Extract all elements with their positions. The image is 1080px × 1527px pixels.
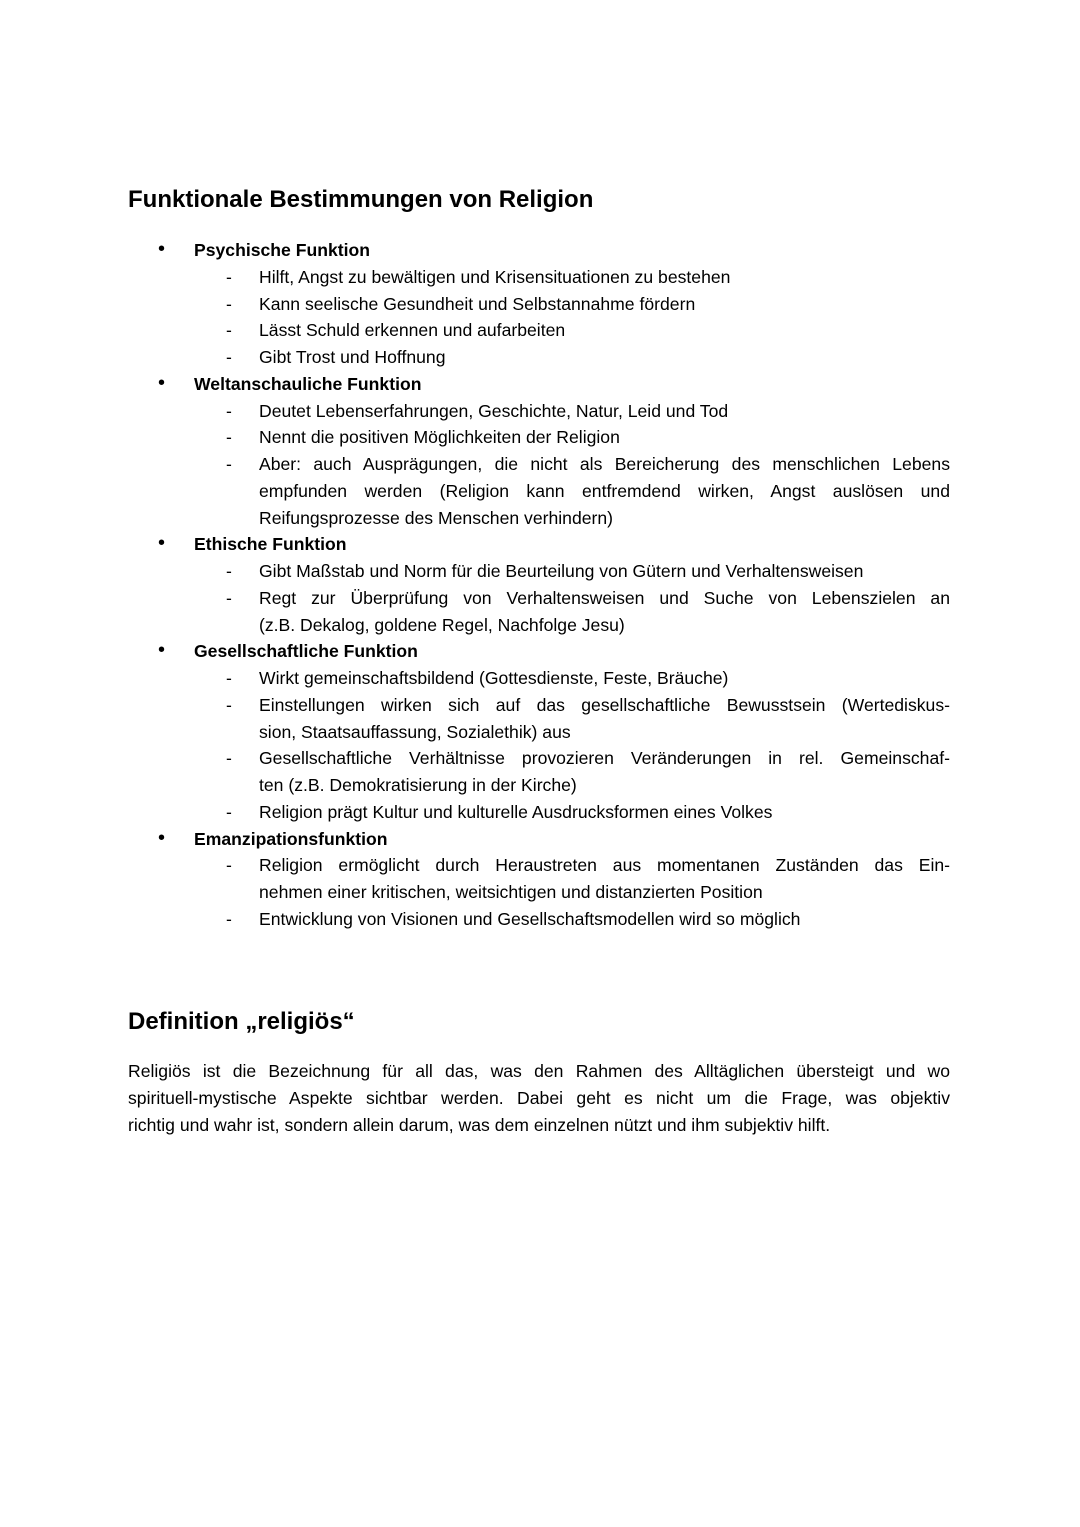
list-item-line: Religion prägt Kultur und kulturelle Ausdrucksformen eines Volkes bbox=[259, 801, 773, 822]
list-item-line: sion, Staatsauffassung, Sozialethik) aus bbox=[259, 721, 571, 742]
list-item-line: Deutet Lebenserfahrungen, Geschichte, Natur, Leid und Tod bbox=[259, 400, 729, 421]
paragraph-line: Religiös ist die Bezeichnung für all das, was den Rahmen des Alltäglichen übersteigt und wo bbox=[128, 1061, 950, 1081]
dash-icon: - bbox=[226, 454, 232, 474]
function-label: Emanzipationsfunktion bbox=[194, 828, 388, 849]
function-label: Psychische Funktion bbox=[194, 240, 370, 260]
list-item-line: Lässt Schuld erkennen und aufarbeiten bbox=[259, 320, 566, 341]
list-item-line: Hilft, Angst zu bewältigen und Krisensituationen zu bestehen bbox=[259, 266, 731, 287]
list-item-line: Wirkt gemeinschaftsbildend (Gottesdienste, Feste, Bräuche) bbox=[259, 668, 729, 688]
list-item-line: Reifungsprozesse des Menschen verhindern) bbox=[259, 507, 614, 528]
list-item-line: nehmen einer kritischen, weitsichtigen und distanzierten Position bbox=[259, 882, 763, 902]
dash-icon: - bbox=[226, 427, 232, 448]
list-item-line: Gibt Trost und Hoffnung bbox=[259, 347, 446, 367]
list-item-line: Religion ermöglicht durch Heraustreten aus momentanen Zuständen das Ein- bbox=[259, 855, 950, 876]
list-item-line: empfunden werden (Religion kann entfremdend wirken, Angst auslösen und bbox=[259, 480, 950, 501]
list-item-line: Regt zur Überprüfung von Verhaltensweisen und Suche von Lebenszielen an bbox=[259, 587, 950, 608]
dash-icon: - bbox=[226, 668, 232, 688]
bullet-icon: • bbox=[158, 826, 166, 849]
dash-icon: - bbox=[226, 266, 232, 287]
dash-icon: - bbox=[226, 561, 232, 581]
bullet-icon: • bbox=[158, 639, 166, 662]
dash-icon: - bbox=[226, 801, 232, 822]
dash-icon: - bbox=[226, 748, 232, 769]
dash-icon: - bbox=[226, 694, 232, 715]
dash-icon: - bbox=[226, 400, 232, 421]
paragraph-line: spirituell-mystische Aspekte sichtbar werden. Dabei geht es nicht um die Frage, was objektiv bbox=[128, 1087, 950, 1108]
dash-icon: - bbox=[226, 908, 232, 929]
dash-icon: - bbox=[226, 320, 232, 341]
list-item-line: Entwicklung von Visionen und Gesellschaftsmodellen wird so möglich bbox=[259, 908, 801, 929]
bullet-icon: • bbox=[158, 371, 166, 394]
list-item-line: (z.B. Dekalog, goldene Regel, Nachfolge Jesu) bbox=[259, 614, 625, 635]
function-label: Weltanschauliche Funktion bbox=[194, 373, 422, 394]
bullet-icon: • bbox=[158, 238, 166, 260]
list-item-line: Aber: auch Ausprägungen, die nicht als Bereicherung des menschlichen Lebens bbox=[259, 454, 950, 474]
bullet-icon: • bbox=[158, 532, 166, 555]
list-item-line: Kann seelische Gesundheit und Selbstannahme fördern bbox=[259, 293, 696, 314]
dash-icon: - bbox=[226, 855, 232, 876]
list-item-line: ten (z.B. Demokratisierung in der Kirche) bbox=[259, 775, 577, 795]
function-label: Ethische Funktion bbox=[194, 534, 347, 555]
section-heading-definition: Definition „religiös“ bbox=[128, 1008, 355, 1035]
section-heading-funktionale-bestimmungen: Funktionale Bestimmungen von Religion bbox=[128, 186, 594, 213]
list-item-line: Gibt Maßstab und Norm für die Beurteilung von Gütern und Verhaltensweisen bbox=[259, 561, 864, 581]
function-label: Gesellschaftliche Funktion bbox=[194, 641, 418, 662]
dash-icon: - bbox=[226, 347, 232, 367]
list-item-line: Einstellungen wirken sich auf das gesellschaftliche Bewusstsein (Wertediskus- bbox=[259, 694, 950, 715]
paragraph-line: richtig und wahr ist, sondern allein darum, was dem einzelnen nützt und ihm subjektiv hilft. bbox=[128, 1114, 831, 1135]
dash-icon: - bbox=[226, 587, 232, 608]
list-item-line: Gesellschaftliche Verhältnisse provozieren Veränderungen in rel. Gemeinschaf- bbox=[259, 748, 950, 769]
list-item-line: Nennt die positiven Möglichkeiten der Religion bbox=[259, 427, 620, 448]
dash-icon: - bbox=[226, 293, 232, 314]
